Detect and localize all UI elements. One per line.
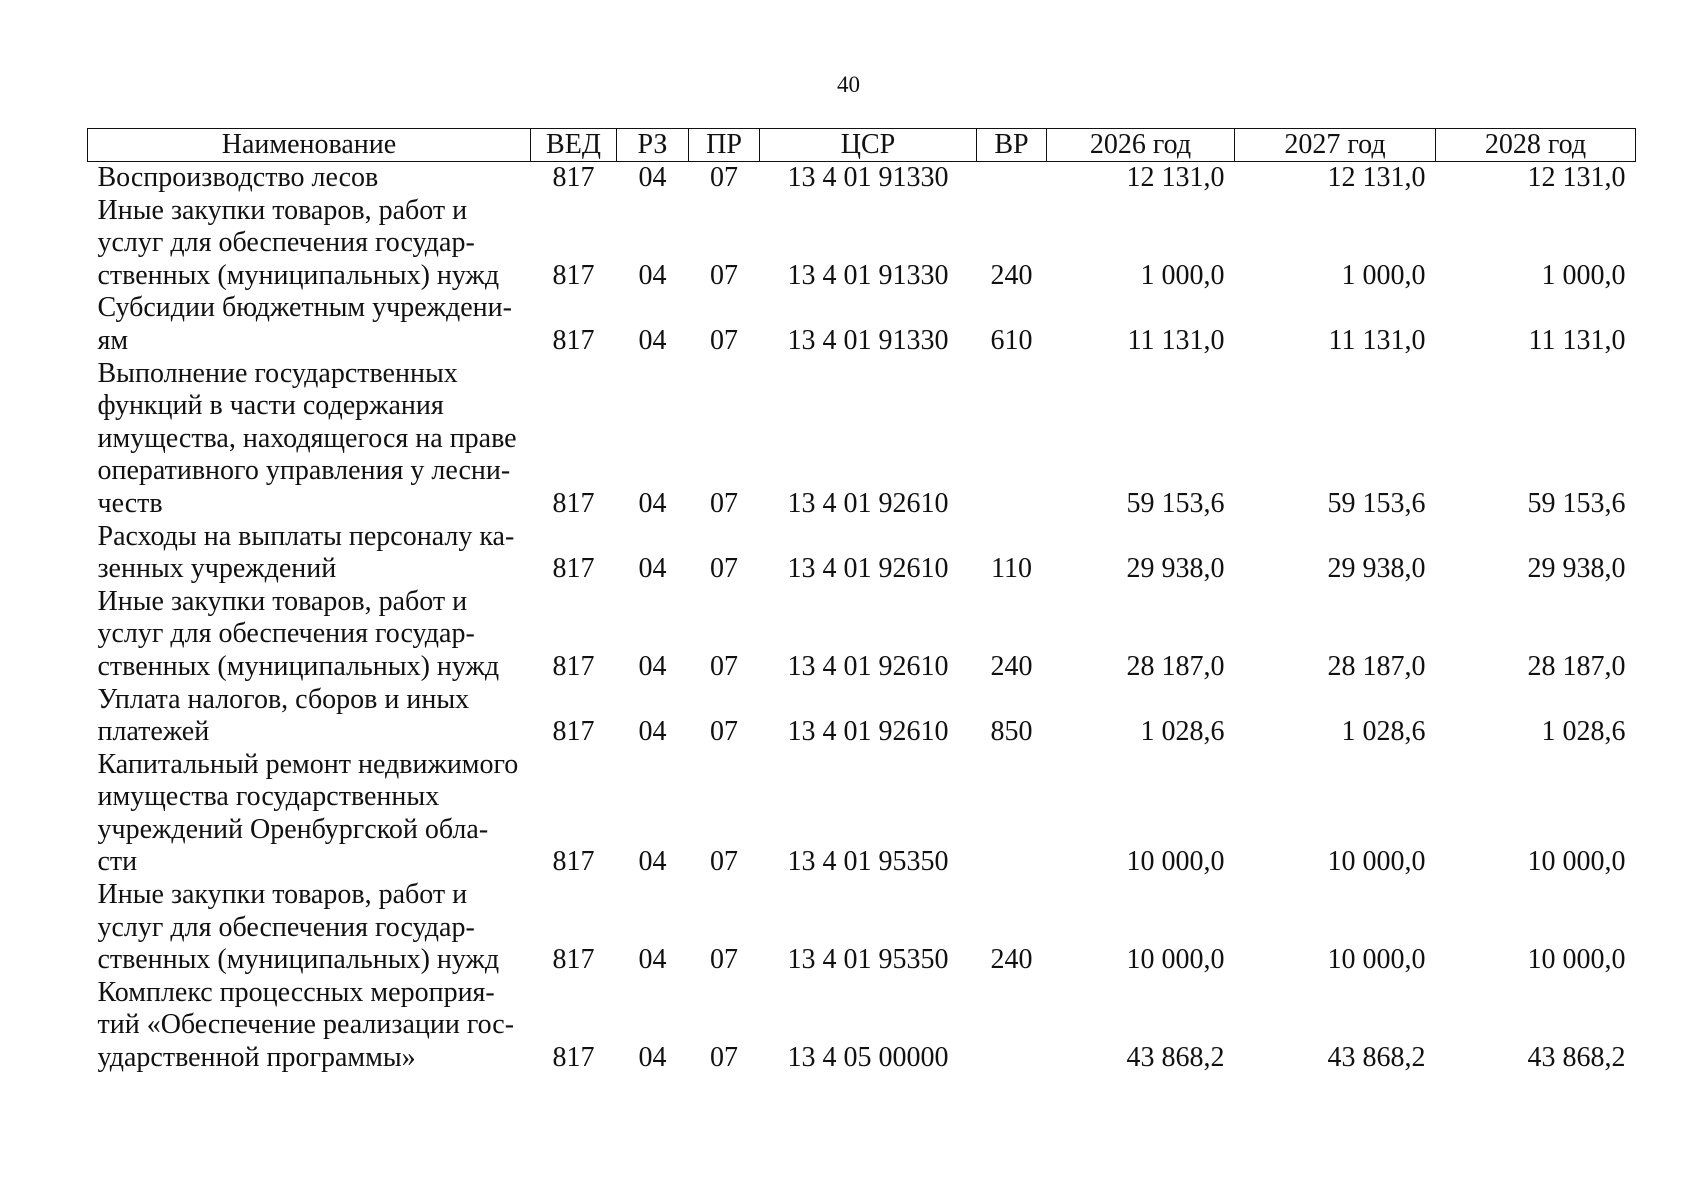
name-line: честв (97, 487, 163, 519)
cell-vr: 240 (990, 650, 1033, 682)
name-line: Расходы на выплаты персоналу ка- (97, 520, 515, 552)
cell-name (88, 358, 531, 521)
cell-name (88, 292, 531, 357)
cell-vr: 610 (990, 324, 1033, 356)
cell-csr: 13 4 01 92610 (787, 553, 949, 585)
cell-rz: 04 (638, 487, 667, 519)
cell-ved: 817 (552, 324, 595, 356)
name-line: учреждений Оренбургской обла- (97, 813, 489, 845)
column-header-vr: ВР (977, 129, 1047, 162)
table-row (88, 162, 1636, 195)
name-line: ям (97, 324, 129, 356)
cell-vr: 240 (990, 259, 1033, 291)
cell-vr (977, 749, 1047, 879)
cell-rz: 04 (638, 716, 667, 748)
name-line: Иные закупки товаров, работ и (97, 194, 468, 226)
cell-name (88, 162, 531, 195)
cell-amount-2026: 1 000,0 (1140, 259, 1225, 291)
cell-amount-2026: 12 131,0 (1126, 162, 1225, 193)
table-row (88, 684, 1636, 749)
table-row (88, 879, 1636, 977)
cell-pr: 07 (710, 1042, 738, 1074)
cell-name (88, 521, 531, 586)
page-number: 40 (837, 72, 860, 97)
cell-amount-2027: 10 000,0 (1327, 944, 1426, 976)
cell-csr: 13 4 01 95350 (787, 944, 949, 976)
cell-amount-2028: 43 868,2 (1527, 1042, 1626, 1074)
name-line: имущества государственных (97, 781, 440, 813)
name-line: ственных (муниципальных) нужд (97, 259, 500, 291)
table-body (88, 162, 1636, 1075)
cell-vr: 850 (990, 716, 1033, 748)
cell-rz: 04 (638, 650, 667, 682)
table-header-row (88, 129, 1636, 162)
cell-ved: 817 (552, 846, 595, 878)
cell-ved: 817 (552, 162, 595, 193)
table-row (88, 292, 1636, 357)
name-line: услуг для обеспечения государ- (97, 911, 475, 943)
name-line: ударственной программы» (97, 1042, 416, 1074)
name-line: Комплекс процессных мероприя- (97, 976, 495, 1008)
table-row (88, 358, 1636, 521)
cell-name (88, 684, 531, 749)
table-row (88, 586, 1636, 684)
cell-amount-2027: 28 187,0 (1327, 650, 1426, 682)
cell-ved: 817 (552, 716, 595, 748)
name-line: тий «Обеспечение реализации гос- (97, 1009, 515, 1041)
budget-table (87, 128, 1636, 1075)
cell-amount-2027: 1 028,6 (1341, 716, 1426, 748)
cell-rz: 04 (638, 846, 667, 878)
cell-rz: 04 (638, 162, 667, 193)
cell-name (88, 879, 531, 977)
name-line: услуг для обеспечения государ- (97, 618, 475, 650)
cell-ved: 817 (552, 1042, 595, 1074)
table-row (88, 749, 1636, 879)
cell-rz: 04 (638, 553, 667, 585)
cell-csr: 13 4 01 91330 (787, 259, 949, 291)
column-header-2028: 2028 год (1436, 129, 1636, 162)
cell-name (88, 586, 531, 684)
name-line: оперативного управления у лесни- (97, 455, 511, 487)
cell-vr (977, 977, 1047, 1075)
cell-pr: 07 (710, 650, 738, 682)
cell-pr: 07 (710, 553, 738, 585)
cell-csr: 13 4 01 92610 (787, 716, 949, 748)
table-row (88, 195, 1636, 293)
cell-amount-2028: 29 938,0 (1527, 553, 1626, 585)
cell-pr: 07 (710, 716, 738, 748)
name-line: имущества, находящегося на праве (97, 422, 517, 454)
cell-amount-2028: 11 131,0 (1528, 324, 1626, 356)
name-line: Субсидии бюджетным учреждени- (97, 292, 512, 324)
cell-vr (977, 162, 1047, 195)
cell-vr: 240 (990, 944, 1033, 976)
name-line: платежей (97, 716, 210, 748)
cell-amount-2027: 1 000,0 (1341, 259, 1426, 291)
cell-csr: 13 4 01 92610 (787, 487, 949, 519)
cell-pr: 07 (710, 846, 738, 878)
cell-amount-2026: 1 028,6 (1140, 716, 1225, 748)
cell-name (88, 977, 531, 1075)
cell-csr: 13 4 05 00000 (787, 1042, 949, 1074)
name-line: Уплата налогов, сборов и иных (97, 683, 470, 715)
cell-amount-2027: 29 938,0 (1327, 553, 1426, 585)
cell-amount-2026: 10 000,0 (1126, 944, 1225, 976)
name-line: Капитальный ремонт недвижимого (97, 748, 519, 780)
cell-amount-2028: 12 131,0 (1527, 162, 1626, 193)
cell-name (88, 749, 531, 879)
name-line: ственных (муниципальных) нужд (97, 944, 500, 976)
cell-amount-2028: 10 000,0 (1527, 944, 1626, 976)
cell-amount-2028: 59 153,6 (1527, 487, 1626, 519)
cell-csr: 13 4 01 95350 (787, 846, 949, 878)
column-header-2027: 2027 год (1235, 129, 1436, 162)
cell-pr: 07 (710, 259, 738, 291)
cell-ved: 817 (552, 650, 595, 682)
column-header-pr: ПР (689, 129, 760, 162)
cell-ved: 817 (552, 487, 595, 519)
cell-csr: 13 4 01 92610 (787, 650, 949, 682)
table-row (88, 521, 1636, 586)
cell-csr: 13 4 01 91330 (787, 324, 949, 356)
name-line: Воспроизводство лесов (97, 162, 379, 193)
column-header-name: Наименование (88, 129, 531, 162)
cell-rz: 04 (638, 944, 667, 976)
cell-csr: 13 4 01 91330 (787, 162, 949, 193)
cell-vr: 110 (991, 553, 1032, 585)
column-header-rz: РЗ (617, 129, 689, 162)
cell-ved: 817 (552, 944, 595, 976)
cell-rz: 04 (638, 324, 667, 356)
name-line: ственных (муниципальных) нужд (97, 650, 500, 682)
cell-amount-2026: 11 131,0 (1127, 324, 1225, 356)
cell-amount-2026: 10 000,0 (1126, 846, 1225, 878)
cell-pr: 07 (710, 162, 738, 193)
name-line: Иные закупки товаров, работ и (97, 585, 468, 617)
cell-pr: 07 (710, 324, 738, 356)
cell-name (88, 195, 531, 293)
column-header-csr: ЦСР (760, 129, 977, 162)
column-header-2026: 2026 год (1047, 129, 1235, 162)
cell-rz: 04 (638, 259, 667, 291)
table-row (88, 977, 1636, 1075)
cell-amount-2027: 10 000,0 (1327, 846, 1426, 878)
cell-amount-2026: 29 938,0 (1126, 553, 1225, 585)
cell-vr (977, 358, 1047, 521)
name-line: сти (97, 846, 138, 878)
cell-amount-2028: 1 028,6 (1541, 716, 1626, 748)
cell-pr: 07 (710, 944, 738, 976)
name-line: Иные закупки товаров, работ и (97, 879, 468, 911)
cell-ved: 817 (552, 259, 595, 291)
cell-rz: 04 (638, 1042, 667, 1074)
cell-amount-2028: 28 187,0 (1527, 650, 1626, 682)
cell-amount-2027: 12 131,0 (1327, 162, 1426, 193)
cell-amount-2028: 10 000,0 (1527, 846, 1626, 878)
cell-amount-2027: 43 868,2 (1327, 1042, 1426, 1074)
name-line: функций в части содержания (97, 390, 444, 422)
cell-amount-2026: 28 187,0 (1126, 650, 1225, 682)
cell-amount-2026: 59 153,6 (1126, 487, 1225, 519)
cell-amount-2027: 59 153,6 (1327, 487, 1426, 519)
name-line: услуг для обеспечения государ- (97, 227, 475, 259)
name-line: зенных учреждений (97, 553, 337, 585)
cell-pr: 07 (710, 487, 738, 519)
cell-amount-2028: 1 000,0 (1541, 259, 1626, 291)
column-header-ved: ВЕД (531, 129, 617, 162)
cell-ved: 817 (552, 553, 595, 585)
cell-amount-2026: 43 868,2 (1126, 1042, 1225, 1074)
name-line: Выполнение государственных (97, 357, 458, 389)
cell-amount-2027: 11 131,0 (1328, 324, 1426, 356)
